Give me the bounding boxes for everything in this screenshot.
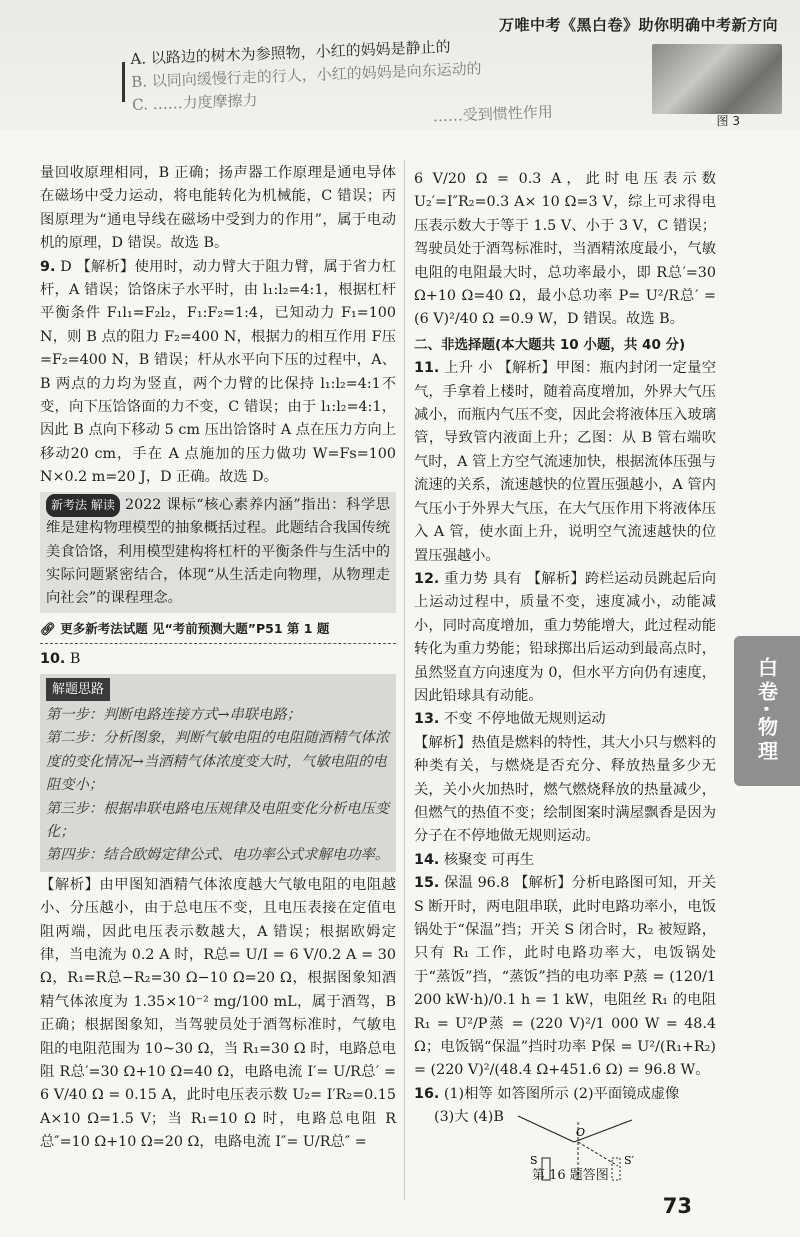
label-s-prime: S′ — [624, 1154, 635, 1167]
new-exam-tag: 新考法 解读 — [46, 494, 120, 517]
link-icon: 🔗︎ — [40, 620, 56, 636]
q13-text: 不变 不停地做无规则运动 — [443, 711, 606, 728]
q8-tail: 量回收原理相同，B 正确；扬声器工作原理是通电导体在磁场中受力运动，将电能转化为机械能，C 错误；丙图原理为“通电导线在磁场中受到力的作用”，属于电动机的原理，D 错误。故选 B。 — [40, 165, 396, 252]
right-column — [414, 168, 716, 1130]
side-tab: 白卷·物理 — [734, 636, 800, 786]
series-title: 万唯中考《黑白卷》助你明确中考新方向 — [498, 16, 778, 34]
prev-line-b: B. 以同向缓慢行走的行人，小红的妈妈是向东运动的 — [130, 59, 482, 91]
q12-text: 重力势 具有 【解析】跨栏运动员跳起后向上运动过程中，质量不变，速度减小，动能减小，同时高度增加，重力势能增大，此过程动能转化为重力势能；铅球掷出后运动到最高点时，虽然竖直方向速度为 0，但水平方向仍有速度，因此铅球具有动能。 — [414, 570, 717, 704]
figure-3-label: 图 3 — [716, 114, 740, 128]
more-questions-link[interactable] — [40, 617, 396, 644]
margin-mark — [122, 62, 125, 102]
new-exam-note-text: 2022 课标“核心素养内涵”指出：科学思维是建构物理模型的抽象概括过程。此题结合我国传统美食饸饹，利用模型建构将杠杆的平衡条件与生活中的实际问题紧密结合，体现“从生活走向物理，从物理走向社会”的课程理念。 — [46, 496, 391, 607]
column-divider — [404, 160, 405, 1200]
q10-analysis: 【解析】由甲图知酒精气体浓度越大气敏电阻的电阻越小、分压越小，由于总电压不变，且电压表接在定值电阻两端，因此电压表示数越大，A 错误；根据欧姆定律，当电流为 0.2 A 时，R总= U/I = 6 V/0.2 A = 30 Ω，R₁=R总−R₂=30 Ω−10 Ω=20 Ω，根据图象知酒精气体浓度为 1.35×10⁻² mg/100 mL，属于酒驾，B 正确；根据图象知，当驾驶员处于酒驾标准时，气敏电阻的电阻范围为 10~30 Ω，当 R₁=30 Ω 时，电路总电阻 R总′=30 Ω+10 Ω=40 Ω，电路电流 I′= U/R总′ = 6 V/40 Ω = 0.15 A，此时电压表示数 U₂= I′R₂=0.15 A×10 Ω=1.5 V；当 R₁=10 Ω 时，电路总电阻 R总″=10 Ω+10 Ω=20 Ω，电路电流 I″= U/R总″ = — [40, 876, 396, 1151]
q12 — [414, 568, 716, 708]
q12-number: 12. — [414, 570, 440, 587]
q10-analysis-cont: 6 V/20 Ω = 0.3 A，此时电压表示数 U₂′=I″R₂=0.3 A× 10 Ω=3 V，综上可求得电压表示数大于等于 1.5 V、小于 3 V，C 错误；驾驶员处于酒驾标准时，当酒精浓度最小，气敏电阻的电阻最大时，总功率最小，即 R总′=30 Ω+10 Ω=40 Ω，最小总功率 P= U²/R总′ = (6 V)²/40 Ω =0.9 W，D 错误。故选 B。 — [414, 171, 716, 328]
figure-caption: 第 16 题答图 — [532, 1168, 609, 1183]
label-s: S — [530, 1154, 538, 1167]
q15-number: 15. — [414, 875, 440, 892]
q14-text: 核聚变 可再生 — [443, 851, 535, 868]
q11-number: 11. — [414, 360, 440, 377]
q14-number: 14. — [414, 851, 440, 868]
q11 — [414, 357, 716, 568]
solving-steps-title: 解题思路 — [46, 678, 110, 701]
figure-3-photo — [652, 44, 782, 114]
q10-number: 10. — [40, 651, 66, 668]
q11-text: 上升 小 【解析】甲图：瓶内封闭一定量空气，手拿着上楼时，随着高度增加，外界大气压减小，而瓶内气压不变，因此会将液体压入玻璃管，导致管内液面上升；乙图：从 B 管右端吹气时，A 管上方空气流速加快，根据流体压强与流速的关系，流速越快的位置压强越小，A 管内气压小于外界大气压，在大气压作用下将液体压入 A 管，使水面上升，说明空气流速越快的位置压强越小。 — [414, 360, 717, 564]
step-1: 第一步：判断电路连接方式→串联电路； — [46, 706, 302, 723]
prev-line-d: ……受到惯性作用 — [432, 102, 554, 126]
page-number: 73 — [662, 1194, 692, 1218]
q9 — [40, 256, 396, 490]
q16 — [414, 1083, 716, 1106]
q13 — [414, 708, 716, 731]
q16-number: 16. — [414, 1085, 440, 1102]
label-o: O — [576, 1126, 586, 1139]
left-column — [40, 162, 396, 1155]
q9-number: 9. — [40, 258, 56, 275]
q10-answer: B — [69, 651, 81, 668]
q13-analysis: 【解析】热值是燃料的特性，其大小只与燃料的种类有关，与燃烧是否充分、释放热量多少无关，关小火加热时，燃气燃烧释放的热量减少，但燃气的热值不变；绘制图案时满屋飘香是因为分子在不停地做无规则运动。 — [414, 734, 716, 845]
new-exam-note — [40, 492, 396, 613]
step-2: 第二步：分析图象，判断气敏电阻的电阻随酒精气体浓度的变化情况→当酒精气体浓度变大时，气敏电阻的电阻变小； — [46, 730, 390, 794]
incident-ray — [518, 1116, 574, 1142]
q14 — [414, 849, 716, 872]
q16-text-b: (3)大 (4)B — [434, 1109, 504, 1126]
step-4: 第四步：结合欧姆定律公式、电功率公式求解电功率。 — [46, 847, 390, 864]
section-2-heading: 二、非选择题(本大题共 10 小题，共 40 分) — [414, 336, 686, 353]
virtual-ray — [578, 1142, 618, 1166]
q13-number: 13. — [414, 711, 440, 728]
q9-text: D 【解析】使用时，动力臂大于阻力臂，属于省力杠杆，A 错误；饸饹床子水平时，由 l₁:l₂=4:1，根据杠杆平衡条件 F₁l₁=F₂l₂，F₁:F₂=1:4，已知动力 F₁=100 N，则 B 点的阻力 F₂=400 N，根据力的相互作用 F压=F₂=400 N，B 错误；杆从水平向下压的过程中，A、B 两点的力均为竖直，两个力臂的比保持 l₁:l₂=4:1不变，向下压饸饹面的力不变，C 错误；由于 l₁:l₂=4:1，因此 B 点向下移动 5 cm 压出饸饹时 A 点在压力方向上移动20 cm，手在 A 点施加的压力做功 W=Fs=100 N×0.2 m=20 J，D 正确。故选 D。 — [40, 258, 396, 486]
q15-text: 保温 96.8 【解析】分析电路图可知，开关 S 断开时，两电阻串联，此时电路功率小，电饭锅处于“保温”挡；开关 S 闭合时，R₂ 被短路，只有 R₁ 工作，此时电路功率大，电饭锅处于“蒸饭”挡，“蒸饭”挡的电功率 P蒸 = (120/1 200 kW·h)/0.1 h = 1 kW，电阻丝 R₁ 的电阻 R₁ = U²/P蒸 = (220 V)²/1 000 W = 48.4 Ω；电饭锅“保温”挡时功率 P保 = U²/(R₁+R₂) = (220 V)²/(48.4 Ω+451.6 Ω) = 96.8 W。 — [414, 875, 717, 1079]
q16-text-a: (1)相等 如答图所示 (2)平面镜成虚像 — [443, 1085, 680, 1102]
prev-line-c: C. ……力度摩擦力 — [131, 91, 258, 114]
solving-steps-box — [40, 674, 396, 872]
more-questions-text: 更多新考法试题 见“考前预测大题”P51 第 1 题 — [60, 620, 330, 636]
prev-line-a: A. 以路边的树木为参照物，小红的妈妈是静止的 — [130, 37, 451, 68]
candle-image — [612, 1158, 620, 1180]
step-3: 第三步：根据串联电路电压规律及电阻变化分析电压变化； — [46, 800, 390, 840]
q10 — [40, 648, 396, 671]
q15 — [414, 872, 716, 1083]
